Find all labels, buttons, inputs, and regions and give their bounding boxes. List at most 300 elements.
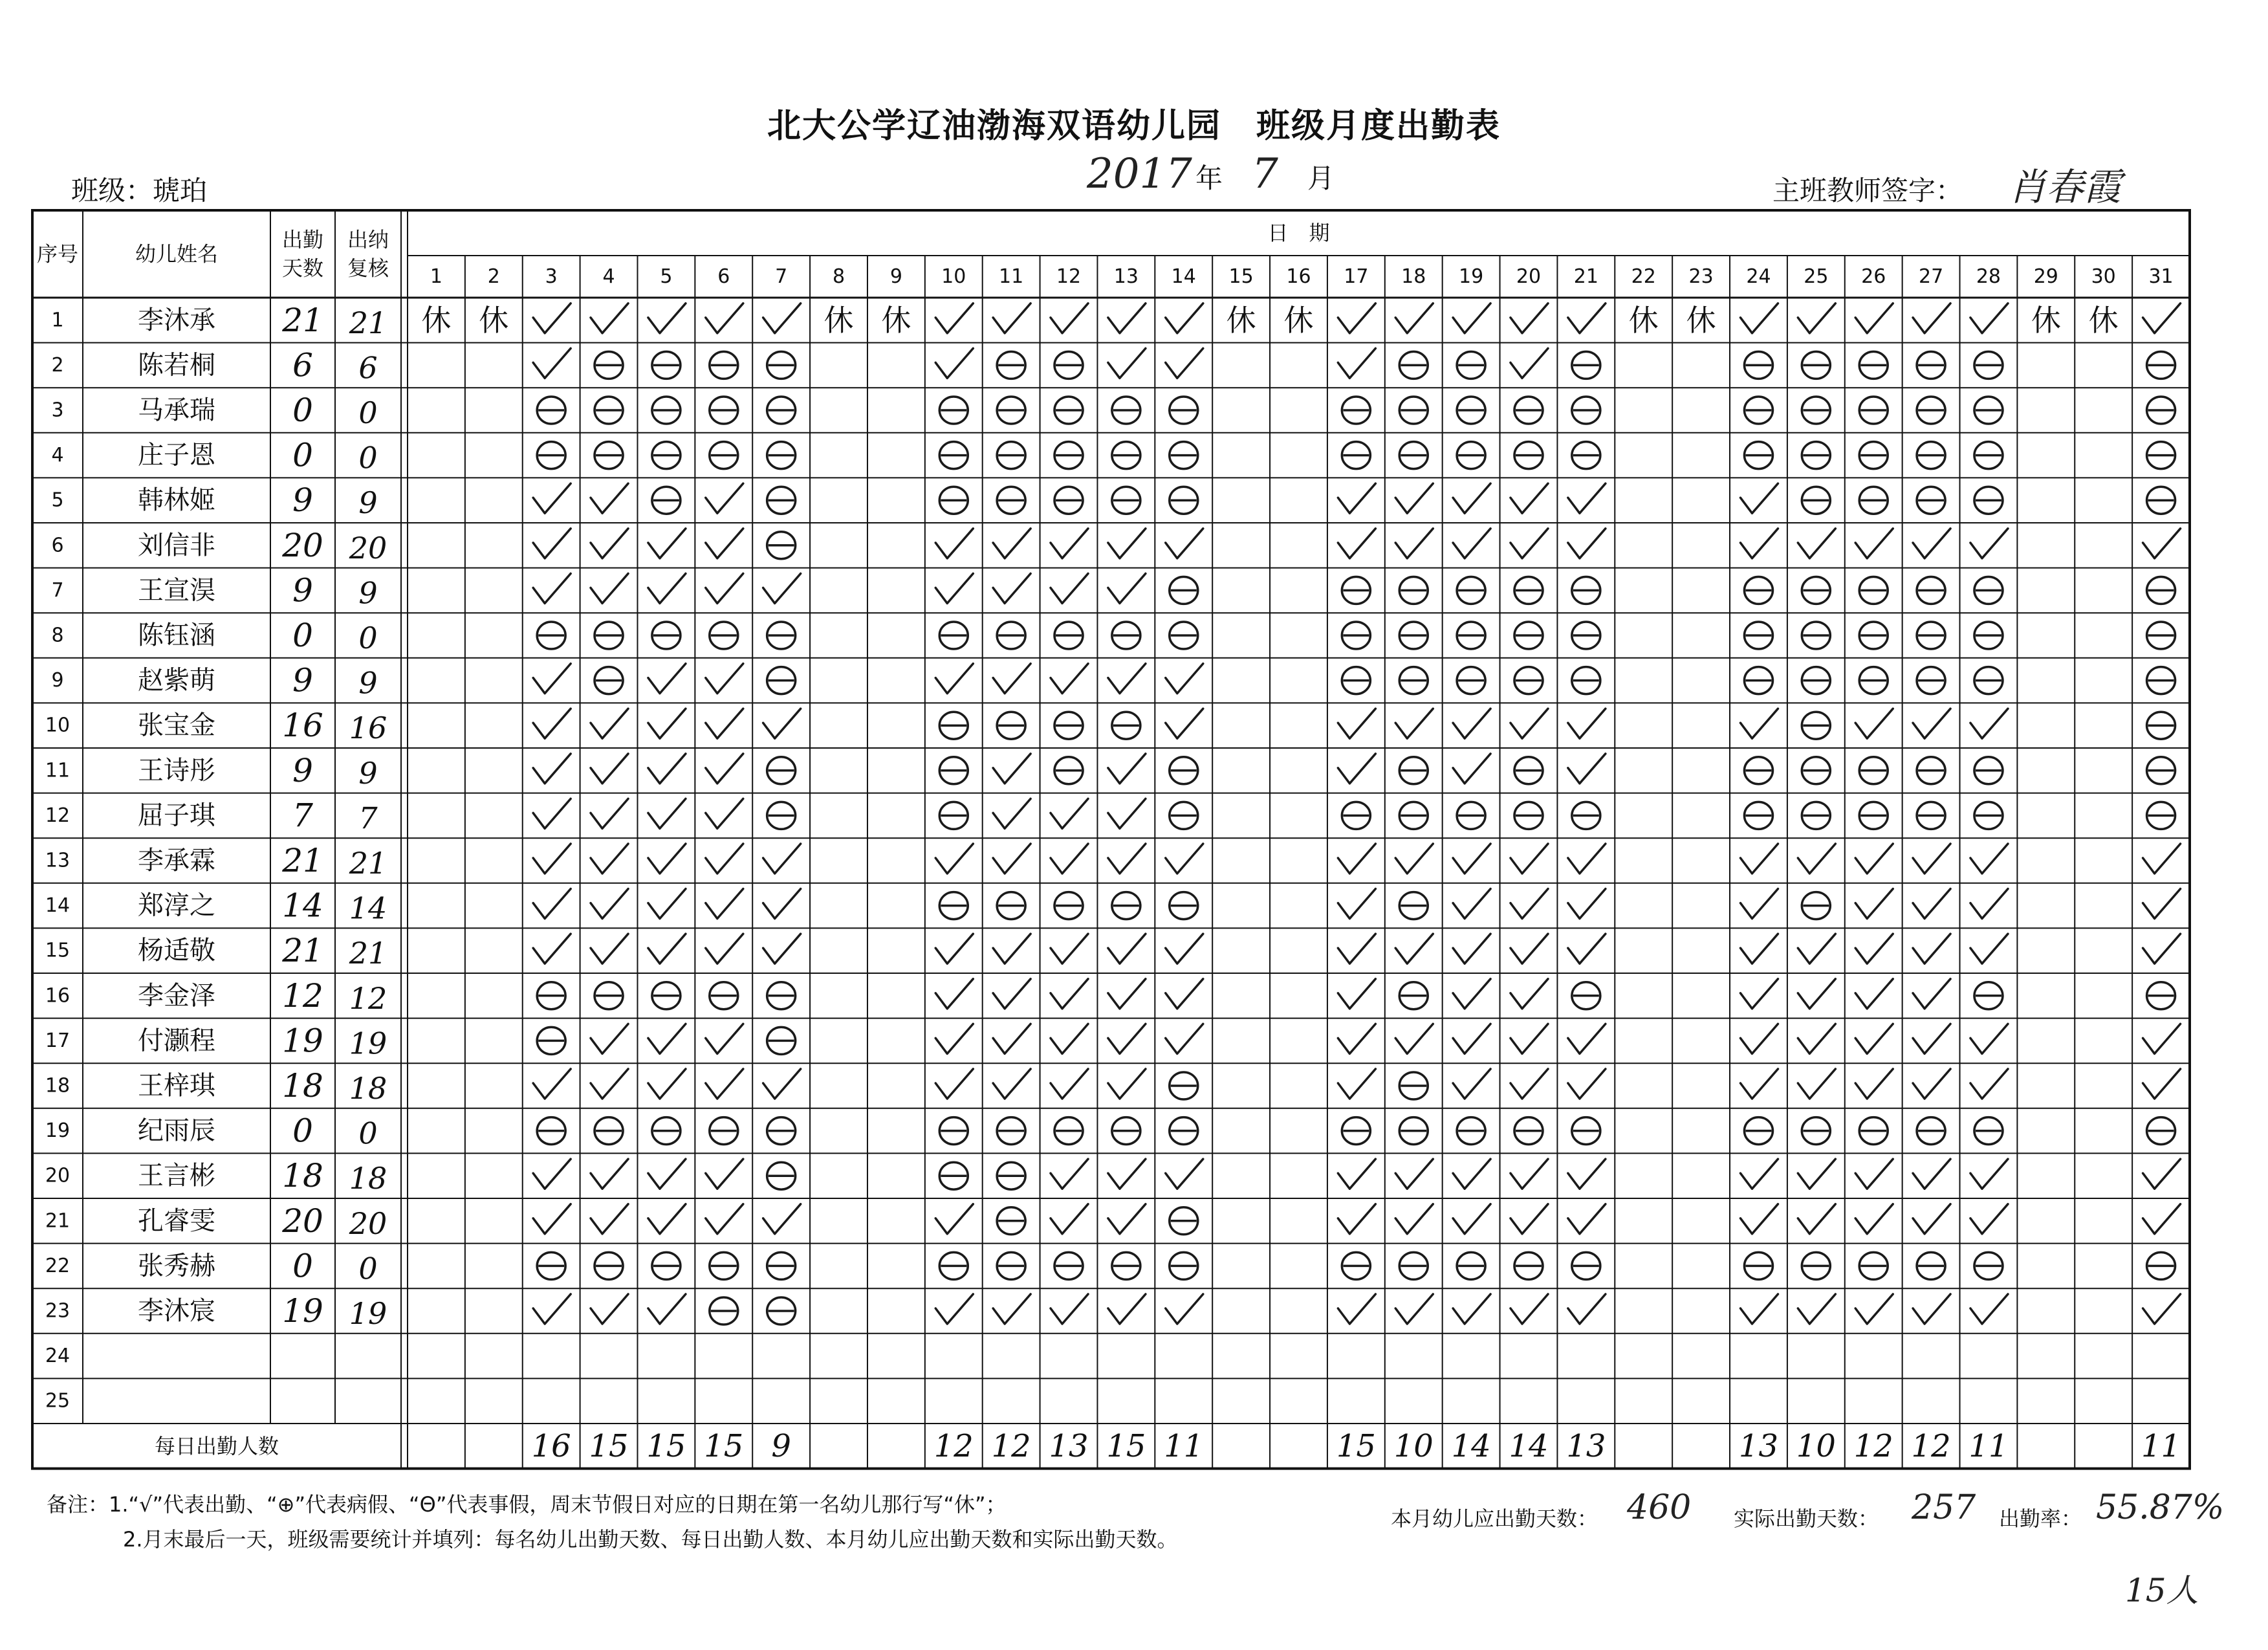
daily-count: 13: [1049, 1427, 1089, 1464]
present-mark: [935, 573, 973, 603]
present-mark: [1453, 483, 1490, 513]
present-mark: [533, 1294, 571, 1324]
present-mark: [1510, 303, 1548, 333]
present-mark: [706, 844, 743, 874]
child-name: 马承瑞: [138, 395, 215, 425]
personal-leave-mark: [594, 397, 623, 424]
present-mark: [1568, 303, 1606, 333]
present-mark: [1453, 529, 1490, 558]
present-mark: [1338, 754, 1375, 784]
header-day-22: 22: [1631, 265, 1656, 288]
row-check-days: 9: [358, 575, 378, 611]
present-mark: [1051, 303, 1088, 333]
personal-leave-mark: [939, 802, 968, 829]
present-mark: [1453, 303, 1490, 333]
present-mark: [2143, 1159, 2181, 1189]
present-mark: [935, 664, 973, 694]
present-mark: [1568, 754, 1606, 784]
personal-leave-mark: [1917, 397, 1945, 424]
present-mark: [591, 798, 628, 828]
row-check-days: 20: [349, 530, 387, 566]
row-attendance-days: 19: [282, 1022, 323, 1060]
personal-leave-mark: [537, 1252, 565, 1279]
present-mark: [1166, 979, 1203, 1009]
present-mark: [1051, 844, 1088, 874]
daily-count: 14: [1451, 1427, 1491, 1464]
row-seq: 21: [45, 1209, 71, 1233]
row-attendance-days: 14: [282, 886, 323, 925]
personal-leave-mark: [1170, 487, 1198, 514]
personal-leave-mark: [939, 892, 968, 919]
present-mark: [1510, 934, 1548, 963]
present-mark: [1970, 1159, 2008, 1189]
present-mark: [706, 798, 743, 828]
daily-count: 11: [1968, 1427, 2009, 1464]
present-mark: [1108, 573, 1146, 603]
personal-leave-mark: [997, 351, 1025, 379]
personal-leave-mark: [1399, 442, 1428, 469]
present-mark: [1395, 529, 1433, 558]
present-mark: [1740, 529, 1778, 558]
personal-leave-mark: [1514, 667, 1543, 694]
personal-leave-mark: [1974, 487, 2003, 514]
present-mark: [1338, 303, 1375, 333]
personal-leave-mark: [1572, 442, 1600, 469]
present-mark: [533, 844, 571, 874]
present-mark: [533, 664, 571, 694]
personal-leave-mark: [1917, 667, 1945, 694]
row-seq: 4: [51, 444, 64, 467]
personal-leave-mark: [939, 487, 968, 514]
row-attendance-days: 0: [292, 1112, 313, 1150]
personal-leave-mark: [1399, 577, 1428, 604]
present-mark: [935, 844, 973, 874]
present-mark: [1510, 1294, 1548, 1324]
personal-leave-mark: [997, 712, 1025, 739]
personal-leave-mark: [1802, 892, 1830, 919]
present-mark: [1913, 979, 1950, 1009]
present-mark: [706, 889, 743, 919]
present-mark: [1338, 348, 1375, 378]
daily-count: 13: [1566, 1427, 1606, 1464]
present-mark: [935, 348, 973, 378]
present-mark: [1913, 889, 1950, 919]
personal-leave-mark: [1399, 1072, 1428, 1099]
header-day-11: 11: [999, 265, 1024, 288]
present-mark: [1855, 303, 1893, 333]
header-day-1: 1: [430, 265, 442, 288]
daily-count: 15: [589, 1427, 629, 1464]
personal-leave-mark: [939, 442, 968, 469]
personal-leave-mark: [1457, 1252, 1485, 1279]
child-name: 王言彬: [138, 1161, 215, 1191]
row-seq: 14: [45, 894, 71, 918]
present-mark: [648, 844, 686, 874]
month-unit: 月: [1307, 162, 1335, 194]
present-mark: [1855, 979, 1893, 1009]
personal-leave-mark: [1514, 757, 1543, 784]
present-mark: [1913, 1294, 1950, 1324]
row-seq: 22: [45, 1254, 71, 1277]
row-attendance-days: 9: [292, 661, 313, 699]
present-mark: [648, 934, 686, 963]
rest-mark: 休: [479, 302, 509, 338]
present-mark: [1855, 934, 1893, 963]
personal-leave-mark: [1170, 577, 1198, 604]
present-mark: [1166, 529, 1203, 558]
personal-leave-mark: [1572, 667, 1600, 694]
personal-leave-mark: [767, 487, 796, 514]
present-mark: [1740, 934, 1778, 963]
personal-leave-mark: [1399, 802, 1428, 829]
class-label: 班级：琥珀: [71, 175, 208, 206]
header-day-14: 14: [1171, 265, 1196, 288]
header-day-16: 16: [1286, 265, 1311, 288]
personal-leave-mark: [1572, 577, 1600, 604]
present-mark: [1798, 1204, 1835, 1234]
present-mark: [1855, 844, 1893, 874]
personal-leave-mark: [2147, 577, 2175, 604]
present-mark: [591, 934, 628, 963]
present-mark: [1338, 1024, 1375, 1053]
personal-leave-mark: [594, 442, 623, 469]
personal-leave-mark: [1802, 577, 1830, 604]
personal-leave-mark: [537, 397, 565, 424]
row-seq: 11: [45, 759, 71, 782]
present-mark: [1855, 1024, 1893, 1053]
personal-leave-mark: [1917, 1252, 1945, 1279]
row-attendance-days: 9: [292, 751, 313, 789]
personal-leave-mark: [1974, 982, 2003, 1009]
present-mark: [533, 754, 571, 784]
rest-mark: 休: [1226, 302, 1256, 338]
present-mark: [1970, 844, 2008, 874]
present-mark: [648, 573, 686, 603]
present-mark: [1108, 664, 1146, 694]
personal-leave-mark: [1572, 982, 1600, 1009]
row-attendance-days: 0: [292, 1247, 313, 1285]
teacher-signature-label: 主班教师签字：: [1772, 175, 1963, 206]
daily-count: 13: [1738, 1427, 1779, 1464]
child-name: 王宣淏: [138, 575, 215, 606]
personal-leave-mark: [1917, 351, 1945, 379]
header-day-15: 15: [1228, 265, 1254, 288]
present-mark: [1108, 798, 1146, 828]
present-mark: [1453, 1159, 1490, 1189]
header-day-18: 18: [1401, 265, 1426, 288]
present-mark: [591, 1204, 628, 1234]
note-line-2: 2.月末最后一天，班级需要统计并填列：每名幼儿出勤天数、每日出勤人数、本月幼儿应出勤天数和实际出勤天数。: [123, 1527, 1178, 1552]
present-mark: [1568, 709, 1606, 738]
actual-days-value: 257: [1912, 1488, 1976, 1527]
expected-days-label: 本月幼儿应出勤天数：: [1391, 1506, 1598, 1531]
personal-leave-mark: [1112, 712, 1140, 739]
present-mark: [1166, 1159, 1203, 1189]
personal-leave-mark: [1054, 1252, 1083, 1279]
present-mark: [1740, 889, 1778, 919]
personal-leave-mark: [1457, 667, 1485, 694]
present-mark: [935, 1024, 973, 1053]
personal-leave-mark: [1802, 442, 1830, 469]
header-day-30: 30: [2091, 265, 2116, 288]
row-check-days: 16: [349, 710, 387, 746]
header-days-bottom: 天数: [281, 256, 324, 281]
present-mark: [591, 1024, 628, 1053]
personal-leave-mark: [1112, 892, 1140, 919]
personal-leave-mark: [1054, 622, 1083, 649]
personal-leave-mark: [1744, 397, 1772, 424]
present-mark: [1453, 934, 1490, 963]
present-mark: [1798, 1069, 1835, 1099]
row-check-days: 7: [358, 800, 378, 836]
present-mark: [533, 483, 571, 513]
daily-count: 15: [1106, 1427, 1146, 1464]
personal-leave-mark: [2147, 397, 2175, 424]
personal-leave-mark: [652, 1252, 681, 1279]
personal-leave-mark: [1572, 1252, 1600, 1279]
present-mark: [1108, 1024, 1146, 1053]
personal-leave-mark: [710, 442, 738, 469]
present-mark: [1108, 1069, 1146, 1099]
present-mark: [706, 573, 743, 603]
present-mark: [1395, 1204, 1433, 1234]
present-mark: [1913, 1069, 1950, 1099]
personal-leave-mark: [1859, 577, 1888, 604]
row-seq: 17: [45, 1029, 71, 1052]
present-mark: [2143, 529, 2181, 558]
present-mark: [1740, 1294, 1778, 1324]
present-mark: [1740, 1069, 1778, 1099]
header-day-17: 17: [1344, 265, 1369, 288]
present-mark: [993, 1069, 1030, 1099]
personal-leave-mark: [1170, 1207, 1198, 1235]
present-mark: [763, 1204, 801, 1234]
row-check-days: 12: [349, 980, 387, 1016]
personal-leave-mark: [1342, 577, 1370, 604]
present-mark: [591, 844, 628, 874]
present-mark: [1510, 483, 1548, 513]
daily-count: 15: [704, 1427, 744, 1464]
present-mark: [993, 979, 1030, 1009]
present-mark: [1395, 709, 1433, 738]
present-mark: [1798, 1294, 1835, 1324]
personal-leave-mark: [1457, 577, 1485, 604]
present-mark: [1453, 1024, 1490, 1053]
personal-leave-mark: [997, 1117, 1025, 1145]
present-mark: [935, 1294, 973, 1324]
child-name: 屈子琪: [138, 800, 215, 831]
header-day-19: 19: [1459, 265, 1484, 288]
personal-leave-mark: [1572, 351, 1600, 379]
present-mark: [1798, 934, 1835, 963]
headcount-note: 15人: [2125, 1572, 2199, 1609]
present-mark: [533, 573, 571, 603]
present-mark: [1568, 1024, 1606, 1053]
present-mark: [2143, 1024, 2181, 1053]
personal-leave-mark: [939, 712, 968, 739]
personal-leave-mark: [1859, 667, 1888, 694]
present-mark: [1051, 1204, 1088, 1234]
header-day-31: 31: [2148, 265, 2174, 288]
present-mark: [591, 1069, 628, 1099]
personal-leave-mark: [1859, 1252, 1888, 1279]
personal-leave-mark: [1917, 1117, 1945, 1145]
present-mark: [1568, 1069, 1606, 1099]
header-day-12: 12: [1056, 265, 1082, 288]
personal-leave-mark: [767, 667, 796, 694]
present-mark: [1798, 844, 1835, 874]
present-mark: [1051, 934, 1088, 963]
row-attendance-days: 18: [282, 1067, 323, 1105]
row-attendance-days: 0: [292, 617, 313, 654]
personal-leave-mark: [939, 622, 968, 649]
present-mark: [1051, 1159, 1088, 1189]
present-mark: [1568, 1159, 1606, 1189]
present-mark: [1568, 1294, 1606, 1324]
present-mark: [1051, 529, 1088, 558]
child-name: 郑淳之: [138, 890, 215, 921]
present-mark: [763, 573, 801, 603]
row-check-days: 6: [358, 350, 378, 386]
personal-leave-mark: [1974, 1252, 2003, 1279]
personal-leave-mark: [1859, 487, 1888, 514]
present-mark: [1108, 844, 1146, 874]
personal-leave-mark: [2147, 1252, 2175, 1279]
present-mark: [1338, 529, 1375, 558]
present-mark: [993, 1024, 1030, 1053]
child-name: 李金泽: [138, 980, 215, 1011]
present-mark: [1510, 979, 1548, 1009]
rest-mark: 休: [421, 302, 452, 338]
header-day-27: 27: [1918, 265, 1944, 288]
personal-leave-mark: [939, 397, 968, 424]
header-check-bottom: 复核: [347, 256, 389, 281]
present-mark: [2143, 889, 2181, 919]
present-mark: [1740, 844, 1778, 874]
personal-leave-mark: [997, 487, 1025, 514]
present-mark: [993, 664, 1030, 694]
present-mark: [1395, 303, 1433, 333]
present-mark: [1108, 1204, 1146, 1234]
present-mark: [1453, 844, 1490, 874]
personal-leave-mark: [767, 757, 796, 784]
personal-leave-mark: [1342, 1117, 1370, 1145]
present-mark: [1338, 1294, 1375, 1324]
personal-leave-mark: [1399, 757, 1428, 784]
present-mark: [1970, 709, 2008, 738]
present-mark: [1913, 1159, 1950, 1189]
personal-leave-mark: [997, 622, 1025, 649]
present-mark: [1338, 1069, 1375, 1099]
present-mark: [591, 709, 628, 738]
present-mark: [648, 1159, 686, 1189]
row-seq: 25: [45, 1389, 71, 1413]
row-attendance-days: 20: [282, 1202, 323, 1240]
row-check-days: 0: [358, 1251, 378, 1286]
year-handwritten: 2017: [1087, 150, 1192, 198]
header-day-25: 25: [1804, 265, 1829, 288]
header-day-4: 4: [602, 265, 615, 288]
row-check-days: 19: [349, 1296, 387, 1331]
present-mark: [648, 798, 686, 828]
row-seq: 19: [45, 1119, 71, 1143]
daily-count-label: 每日出勤人数: [154, 1433, 279, 1458]
present-mark: [2143, 1069, 2181, 1099]
child-name: 赵紫萌: [138, 665, 215, 696]
present-mark: [1798, 529, 1835, 558]
daily-count: 12: [991, 1427, 1031, 1464]
header-day-23: 23: [1688, 265, 1714, 288]
row-check-days: 0: [358, 440, 378, 476]
child-name: 刘信非: [138, 530, 215, 560]
present-mark: [2143, 844, 2181, 874]
personal-leave-mark: [1974, 1117, 2003, 1145]
personal-leave-mark: [2147, 802, 2175, 829]
daily-count: 16: [531, 1427, 571, 1464]
header-day-21: 21: [1573, 265, 1598, 288]
personal-leave-mark: [652, 351, 681, 379]
daily-count: 9: [771, 1427, 791, 1464]
present-mark: [1108, 303, 1146, 333]
header-date: 日 期: [1267, 221, 1330, 245]
personal-leave-mark: [710, 397, 738, 424]
personal-leave-mark: [537, 442, 565, 469]
present-mark: [1395, 1024, 1433, 1053]
personal-leave-mark: [1342, 442, 1370, 469]
present-mark: [648, 1294, 686, 1324]
present-mark: [706, 934, 743, 963]
present-mark: [706, 754, 743, 784]
row-seq: 5: [51, 489, 64, 512]
present-mark: [1453, 754, 1490, 784]
row-attendance-days: 12: [282, 976, 323, 1015]
present-mark: [591, 889, 628, 919]
personal-leave-mark: [1917, 757, 1945, 784]
row-attendance-days: 21: [282, 301, 323, 339]
personal-leave-mark: [1112, 1117, 1140, 1145]
row-attendance-days: 0: [292, 391, 313, 429]
personal-leave-mark: [710, 622, 738, 649]
row-seq: 23: [45, 1299, 71, 1323]
row-check-days: 19: [349, 1026, 387, 1061]
personal-leave-mark: [1974, 667, 2003, 694]
personal-leave-mark: [652, 397, 681, 424]
header-day-13: 13: [1113, 265, 1139, 288]
personal-leave-mark: [1802, 757, 1830, 784]
personal-leave-mark: [2147, 351, 2175, 379]
personal-leave-mark: [1170, 1072, 1198, 1099]
personal-leave-mark: [1744, 802, 1772, 829]
row-seq: 15: [45, 939, 71, 962]
row-check-days: 18: [349, 1071, 387, 1106]
present-mark: [1051, 1069, 1088, 1099]
present-mark: [706, 709, 743, 738]
row-seq: 2: [51, 353, 64, 377]
present-mark: [935, 303, 973, 333]
present-mark: [993, 529, 1030, 558]
personal-leave-mark: [1457, 397, 1485, 424]
personal-leave-mark: [2147, 1117, 2175, 1145]
personal-leave-mark: [1342, 802, 1370, 829]
child-name: 王诗彤: [138, 755, 215, 786]
present-mark: [706, 1024, 743, 1053]
present-mark: [763, 889, 801, 919]
personal-leave-mark: [1744, 1252, 1772, 1279]
present-mark: [706, 1204, 743, 1234]
child-name: 王梓琪: [138, 1071, 215, 1101]
present-mark: [591, 573, 628, 603]
present-mark: [706, 1159, 743, 1189]
